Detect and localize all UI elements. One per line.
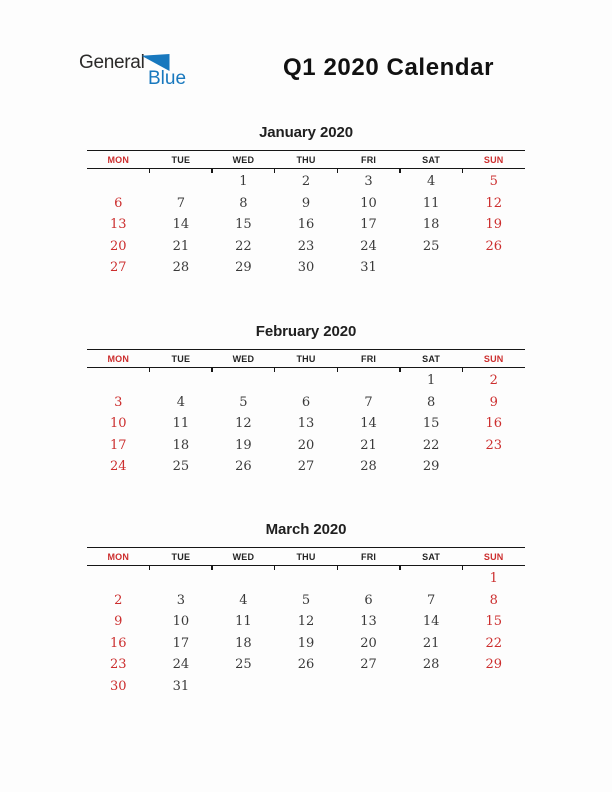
page-title: Q1 2020 Calendar <box>283 54 495 81</box>
date-cell: 11 <box>422 195 440 211</box>
column-tick <box>149 368 151 372</box>
date-cell: 22 <box>422 437 440 453</box>
date-cell: 6 <box>364 592 373 608</box>
empty-date-cell <box>400 257 463 279</box>
weekday-header-fri: FRI <box>361 551 377 562</box>
column-tick <box>149 566 151 570</box>
column-tick <box>211 169 213 173</box>
weekday-header-fri: FRI <box>361 353 377 364</box>
weekday-header-thu: THU <box>296 154 316 165</box>
date-cell: 21 <box>172 238 190 254</box>
column-tick <box>337 368 339 372</box>
logo-text-blue: Blue <box>148 68 187 89</box>
date-cell: 1 <box>489 571 498 587</box>
weekday-header-sun: SUN <box>483 353 504 364</box>
date-cell: 6 <box>114 195 123 211</box>
month-title: January 2020 <box>259 124 353 141</box>
weekday-header-sat: SAT <box>422 551 441 562</box>
date-cell: 12 <box>235 416 252 432</box>
column-tick <box>399 169 401 173</box>
date-cell: 2 <box>489 373 498 389</box>
weekday-header-thu: THU <box>296 551 316 562</box>
weekday-header-wed: WED <box>232 353 255 364</box>
date-cell: 20 <box>360 635 377 651</box>
date-cell: 18 <box>235 635 252 651</box>
column-tick <box>274 368 276 372</box>
date-cell: 11 <box>235 614 252 630</box>
date-cell: 31 <box>360 260 377 276</box>
date-cell: 25 <box>172 459 190 475</box>
date-cell: 8 <box>426 394 436 410</box>
date-cell: 19 <box>297 635 315 651</box>
empty-date-cell <box>212 370 275 392</box>
date-grid <box>87 169 525 279</box>
empty-date-cell <box>150 370 213 392</box>
weekday-header-tue: TUE <box>171 353 191 364</box>
date-cell: 31 <box>172 678 190 694</box>
column-tick <box>149 169 151 173</box>
date-cell: 5 <box>239 394 248 410</box>
date-cell: 15 <box>235 217 252 233</box>
date-cell: 29 <box>485 657 502 673</box>
date-cell: 21 <box>360 437 377 453</box>
date-cell: 19 <box>235 437 252 453</box>
date-cell: 19 <box>485 217 502 233</box>
column-tick <box>399 566 401 570</box>
date-cell: 30 <box>297 260 315 276</box>
weekday-header-mon: MON <box>107 551 130 562</box>
date-cell: 17 <box>110 437 127 453</box>
weekday-header-mon: MON <box>107 154 130 165</box>
date-cell: 18 <box>172 437 190 453</box>
date-cell: 11 <box>172 416 190 432</box>
logo-text-general: General <box>79 52 145 73</box>
date-cell: 3 <box>114 394 123 410</box>
date-cell: 7 <box>176 195 185 211</box>
date-cell: 26 <box>297 657 315 673</box>
weekday-header-mon: MON <box>107 353 130 364</box>
column-tick <box>211 566 213 570</box>
date-cell: 23 <box>297 238 315 254</box>
date-cell: 14 <box>172 217 190 233</box>
column-tick <box>274 566 276 570</box>
date-cell: 16 <box>110 635 127 651</box>
date-cell: 12 <box>485 195 502 211</box>
weekday-header-sun: SUN <box>483 154 504 165</box>
date-cell: 5 <box>301 592 311 608</box>
date-cell: 28 <box>360 459 377 475</box>
date-cell: 7 <box>364 394 373 410</box>
date-cell: 22 <box>235 238 252 254</box>
empty-date-cell <box>87 370 150 392</box>
date-cell: 10 <box>110 416 127 432</box>
weekday-header-fri: FRI <box>361 154 377 165</box>
date-cell: 3 <box>364 174 373 190</box>
empty-date-cell <box>400 676 463 698</box>
date-cell: 12 <box>297 614 315 630</box>
empty-date-cell <box>87 171 150 193</box>
weekday-header-row <box>87 349 525 368</box>
empty-date-cell <box>87 568 150 590</box>
date-cell: 14 <box>360 416 377 432</box>
date-cell: 1 <box>239 174 248 190</box>
weekday-header-row <box>87 150 525 169</box>
date-cell: 9 <box>301 195 311 211</box>
month-block <box>87 323 525 478</box>
empty-date-cell <box>462 257 525 279</box>
date-cell: 15 <box>485 614 502 630</box>
empty-date-cell <box>337 568 400 590</box>
empty-date-cell <box>462 676 525 698</box>
date-cell: 20 <box>110 238 127 254</box>
date-cell: 4 <box>426 174 436 190</box>
date-cell: 29 <box>235 260 252 276</box>
weekday-header-wed: WED <box>232 154 255 165</box>
date-cell: 24 <box>172 657 190 673</box>
date-cell: 21 <box>422 635 440 651</box>
date-cell: 1 <box>426 373 436 389</box>
month-block <box>87 124 525 279</box>
month-title: February 2020 <box>255 323 357 340</box>
date-cell: 13 <box>110 217 127 233</box>
date-cell: 28 <box>172 260 190 276</box>
column-tick <box>462 368 464 372</box>
empty-date-cell <box>275 370 338 392</box>
empty-date-cell <box>337 676 400 698</box>
date-grid <box>87 368 525 478</box>
column-tick <box>211 368 213 372</box>
empty-date-cell <box>337 370 400 392</box>
weekday-header-tue: TUE <box>171 551 191 562</box>
empty-date-cell <box>275 676 338 698</box>
date-cell: 10 <box>172 614 190 630</box>
empty-date-cell <box>150 568 213 590</box>
date-cell: 26 <box>235 459 252 475</box>
date-cell: 27 <box>110 260 127 276</box>
date-cell: 8 <box>489 592 498 608</box>
date-cell: 8 <box>239 195 248 211</box>
date-cell: 22 <box>485 635 502 651</box>
month-block <box>87 521 525 697</box>
date-cell: 24 <box>110 459 127 475</box>
date-cell: 5 <box>489 174 498 190</box>
date-cell: 28 <box>422 657 440 673</box>
date-cell: 3 <box>176 592 185 608</box>
column-tick <box>399 368 401 372</box>
date-cell: 13 <box>297 416 315 432</box>
column-tick <box>462 566 464 570</box>
weekday-header-sun: SUN <box>483 551 504 562</box>
weekday-header-sat: SAT <box>422 154 441 165</box>
date-cell: 23 <box>110 657 127 673</box>
date-cell: 4 <box>239 592 248 608</box>
date-cell: 6 <box>301 394 311 410</box>
column-tick <box>337 566 339 570</box>
date-cell: 10 <box>360 195 377 211</box>
date-cell: 14 <box>422 614 440 630</box>
date-cell: 24 <box>360 238 377 254</box>
date-cell: 27 <box>297 459 315 475</box>
month-title: March 2020 <box>265 521 347 538</box>
date-cell: 17 <box>172 635 190 651</box>
empty-date-cell <box>150 171 213 193</box>
date-grid <box>87 566 525 697</box>
date-cell: 16 <box>485 416 502 432</box>
empty-date-cell <box>212 568 275 590</box>
date-cell: 20 <box>297 437 315 453</box>
date-cell: 9 <box>114 614 123 630</box>
weekday-header-tue: TUE <box>171 154 191 165</box>
weekday-header-row <box>87 547 525 566</box>
column-tick <box>274 169 276 173</box>
date-cell: 2 <box>301 174 311 190</box>
weekday-header-thu: THU <box>296 353 316 364</box>
column-tick <box>462 169 464 173</box>
date-cell: 30 <box>110 678 127 694</box>
date-cell: 16 <box>297 217 315 233</box>
date-cell: 9 <box>489 394 498 410</box>
weekday-header-wed: WED <box>232 551 255 562</box>
general-blue-logo <box>79 53 186 88</box>
date-cell: 27 <box>360 657 377 673</box>
date-cell: 18 <box>422 217 440 233</box>
empty-date-cell <box>400 568 463 590</box>
date-cell: 25 <box>422 238 440 254</box>
column-tick <box>337 169 339 173</box>
date-cell: 26 <box>485 238 502 254</box>
date-cell: 7 <box>426 592 436 608</box>
date-cell: 25 <box>235 657 252 673</box>
date-cell: 15 <box>422 416 440 432</box>
date-cell: 2 <box>114 592 123 608</box>
empty-date-cell <box>462 456 525 478</box>
empty-date-cell <box>275 568 338 590</box>
date-cell: 29 <box>422 459 440 475</box>
date-cell: 17 <box>360 217 377 233</box>
date-cell: 13 <box>360 614 377 630</box>
date-cell: 23 <box>485 437 502 453</box>
empty-date-cell <box>212 676 275 698</box>
weekday-header-sat: SAT <box>422 353 441 364</box>
date-cell: 4 <box>176 394 185 410</box>
